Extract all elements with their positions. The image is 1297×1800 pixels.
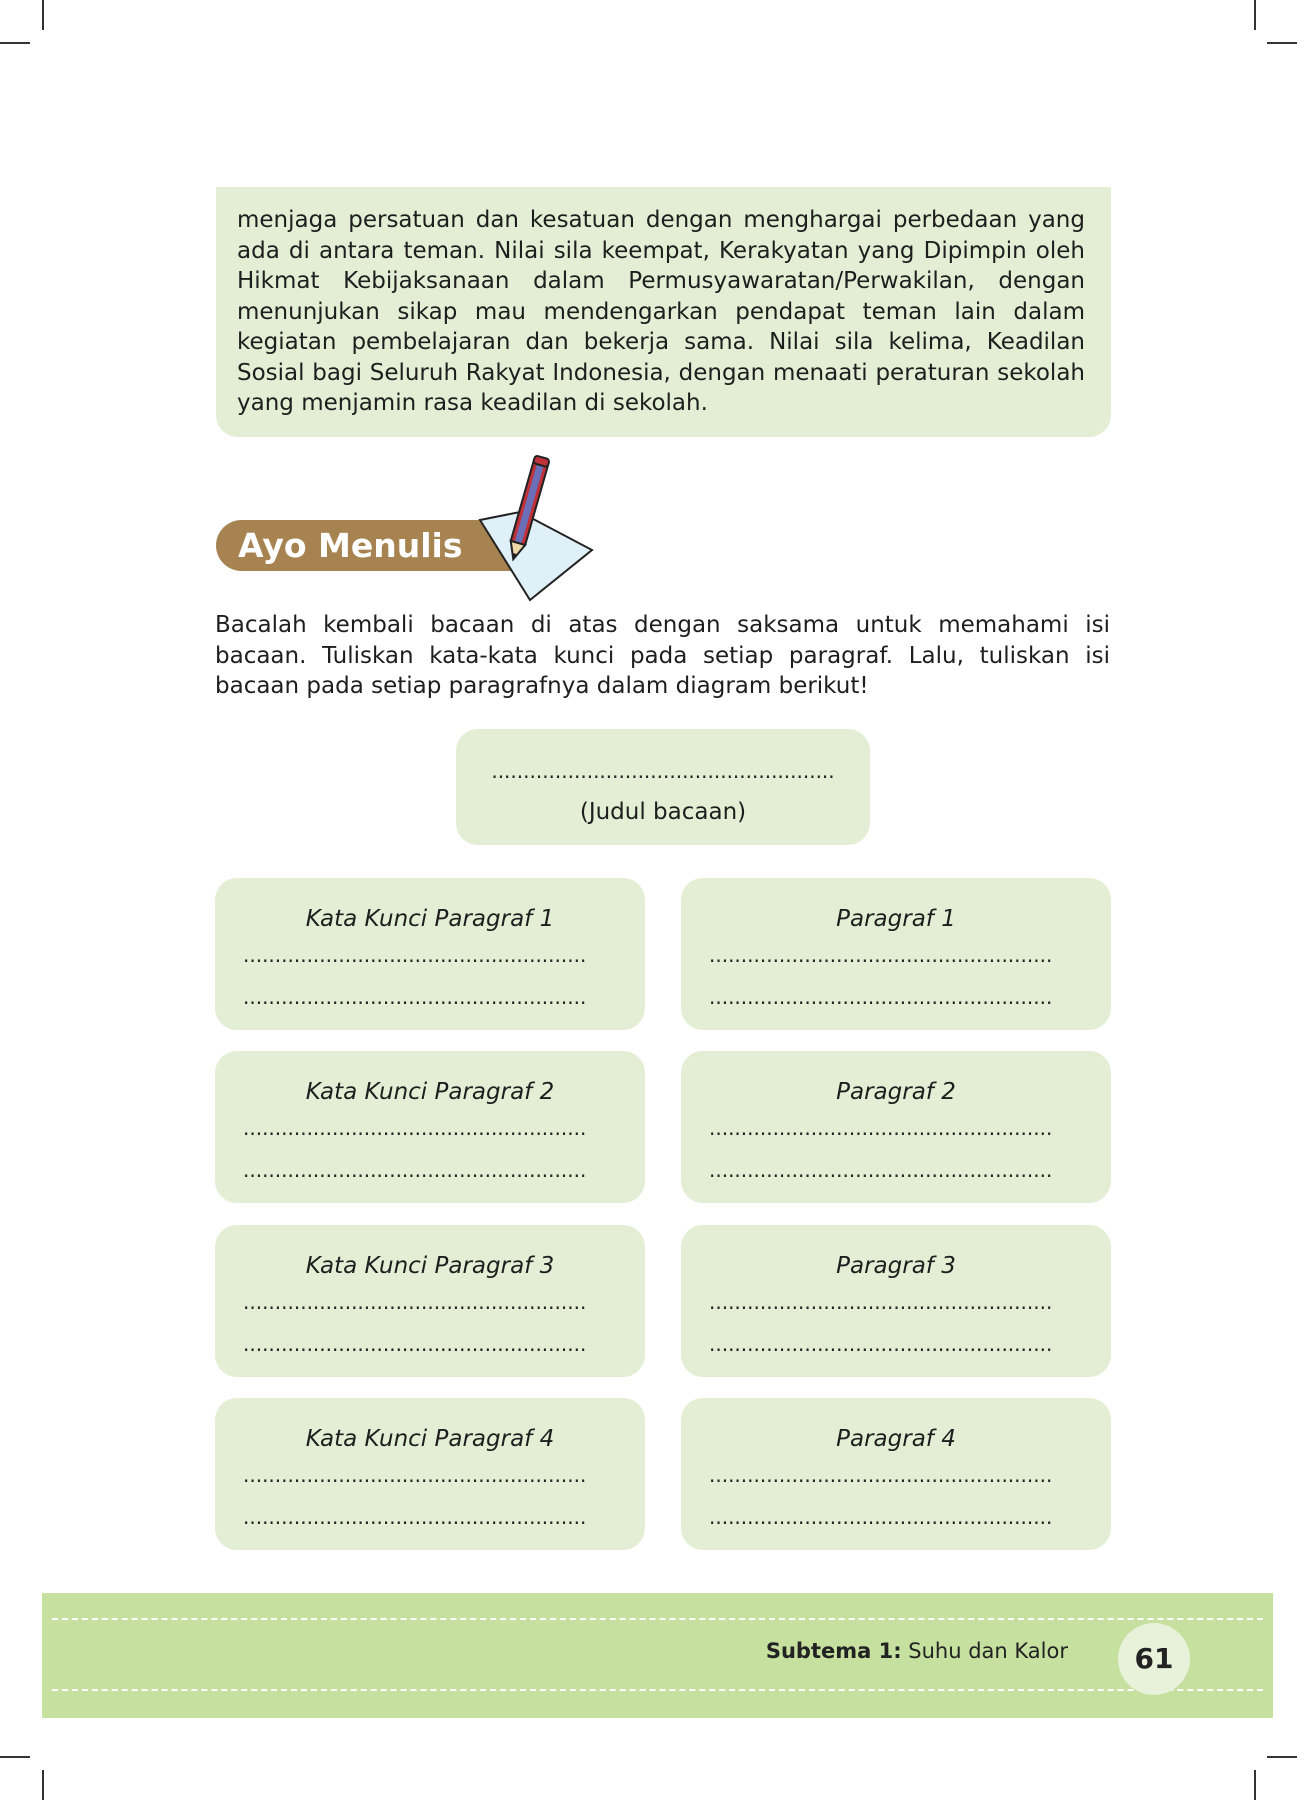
paragraph-box-1 (681, 878, 1111, 1030)
dotted-line: ...................................................... (709, 1116, 1053, 1140)
paragraph-label: Paragraf 4 (836, 1426, 956, 1452)
subtema-title: Suhu dan Kalor (901, 1639, 1068, 1663)
title-box (456, 729, 870, 845)
keyword-label: Kata Kunci Paragraf 2 (305, 1079, 555, 1105)
crop-mark (1267, 1756, 1297, 1758)
paragraph-box-3 (681, 1225, 1111, 1377)
dotted-line: ...................................................... (709, 943, 1053, 967)
keyword-label: Kata Kunci Paragraf 3 (305, 1253, 555, 1279)
footer-dashed-line (52, 1689, 1263, 1691)
dotted-line: ...................................................... (491, 759, 835, 783)
dotted-line: ...................................................... (243, 985, 587, 1009)
dotted-line: ...................................................... (243, 1332, 587, 1356)
keyword-label: Kata Kunci Paragraf 4 (305, 1426, 555, 1452)
dotted-line: ...................................................... (709, 1158, 1053, 1182)
dotted-line: ...................................................... (243, 943, 587, 967)
paragraph-box-2 (681, 1051, 1111, 1203)
keyword-box-3 (215, 1225, 645, 1377)
page-number: 61 (1118, 1623, 1190, 1695)
crop-mark (42, 0, 44, 30)
keyword-box-2 (215, 1051, 645, 1203)
reading-text: menjaga persatuan dan kesatuan dengan menghargai perbedaan yang ada di antara teman. Nilai sila keempat, Kerakyatan yang Dipimpin oleh Hikmat Kebijaksanaan dalam Permusyawaratan/Perwakilan, dengan menunjukan sikap mau mendengarkan pendapat teman lain dalam kegiatan pembelajaran dan bekerja sama. Nilai sila kelima, Keadilan Sosial bagi Seluruh Rakyat Indonesia, dengan menaati peraturan sekolah yang menjamin rasa keadilan di sekolah. (237, 207, 1085, 416)
dotted-line: ...................................................... (243, 1505, 587, 1529)
dotted-line: ...................................................... (709, 1505, 1053, 1529)
dotted-line: ...................................................... (243, 1116, 587, 1140)
pencil-paper-icon (460, 450, 600, 605)
instruction-text: Bacalah kembali bacaan di atas dengan saksama untuk memahami isi bacaan. Tuliskan kata-kata kunci pada setiap paragraf. Lalu, tuliskan isi bacaan pada setiap paragrafnya dalam diagram berikut! (215, 612, 1110, 699)
crop-mark (1254, 1770, 1256, 1800)
dotted-line: ...................................................... (709, 1332, 1053, 1356)
dotted-line: ...................................................... (709, 985, 1053, 1009)
dotted-line: ...................................................... (709, 1290, 1053, 1314)
dotted-line: ...................................................... (243, 1158, 587, 1182)
section-title: Ayo Menulis (216, 520, 516, 571)
crop-mark (0, 42, 30, 44)
title-box-label: (Judul bacaan) (579, 799, 747, 825)
crop-mark (1254, 0, 1256, 30)
paragraph-label: Paragraf 3 (836, 1253, 956, 1279)
paragraph-label: Paragraf 2 (836, 1079, 956, 1105)
keyword-box-1 (215, 878, 645, 1030)
dotted-line: ...................................................... (243, 1463, 587, 1487)
page-footer (42, 1593, 1273, 1718)
dotted-line: ...................................................... (709, 1463, 1053, 1487)
crop-mark (0, 1756, 30, 1758)
keyword-label: Kata Kunci Paragraf 1 (305, 906, 555, 932)
keyword-box-4 (215, 1398, 645, 1550)
dotted-line: ...................................................... (243, 1290, 587, 1314)
footer-dashed-line (52, 1618, 1263, 1620)
paragraph-label: Paragraf 1 (836, 906, 956, 932)
subtema-label: Subtema 1: (765, 1639, 902, 1663)
crop-mark (42, 1770, 44, 1800)
crop-mark (1267, 42, 1297, 44)
footer-subtema (766, 1639, 1068, 1663)
paragraph-box-4 (681, 1398, 1111, 1550)
